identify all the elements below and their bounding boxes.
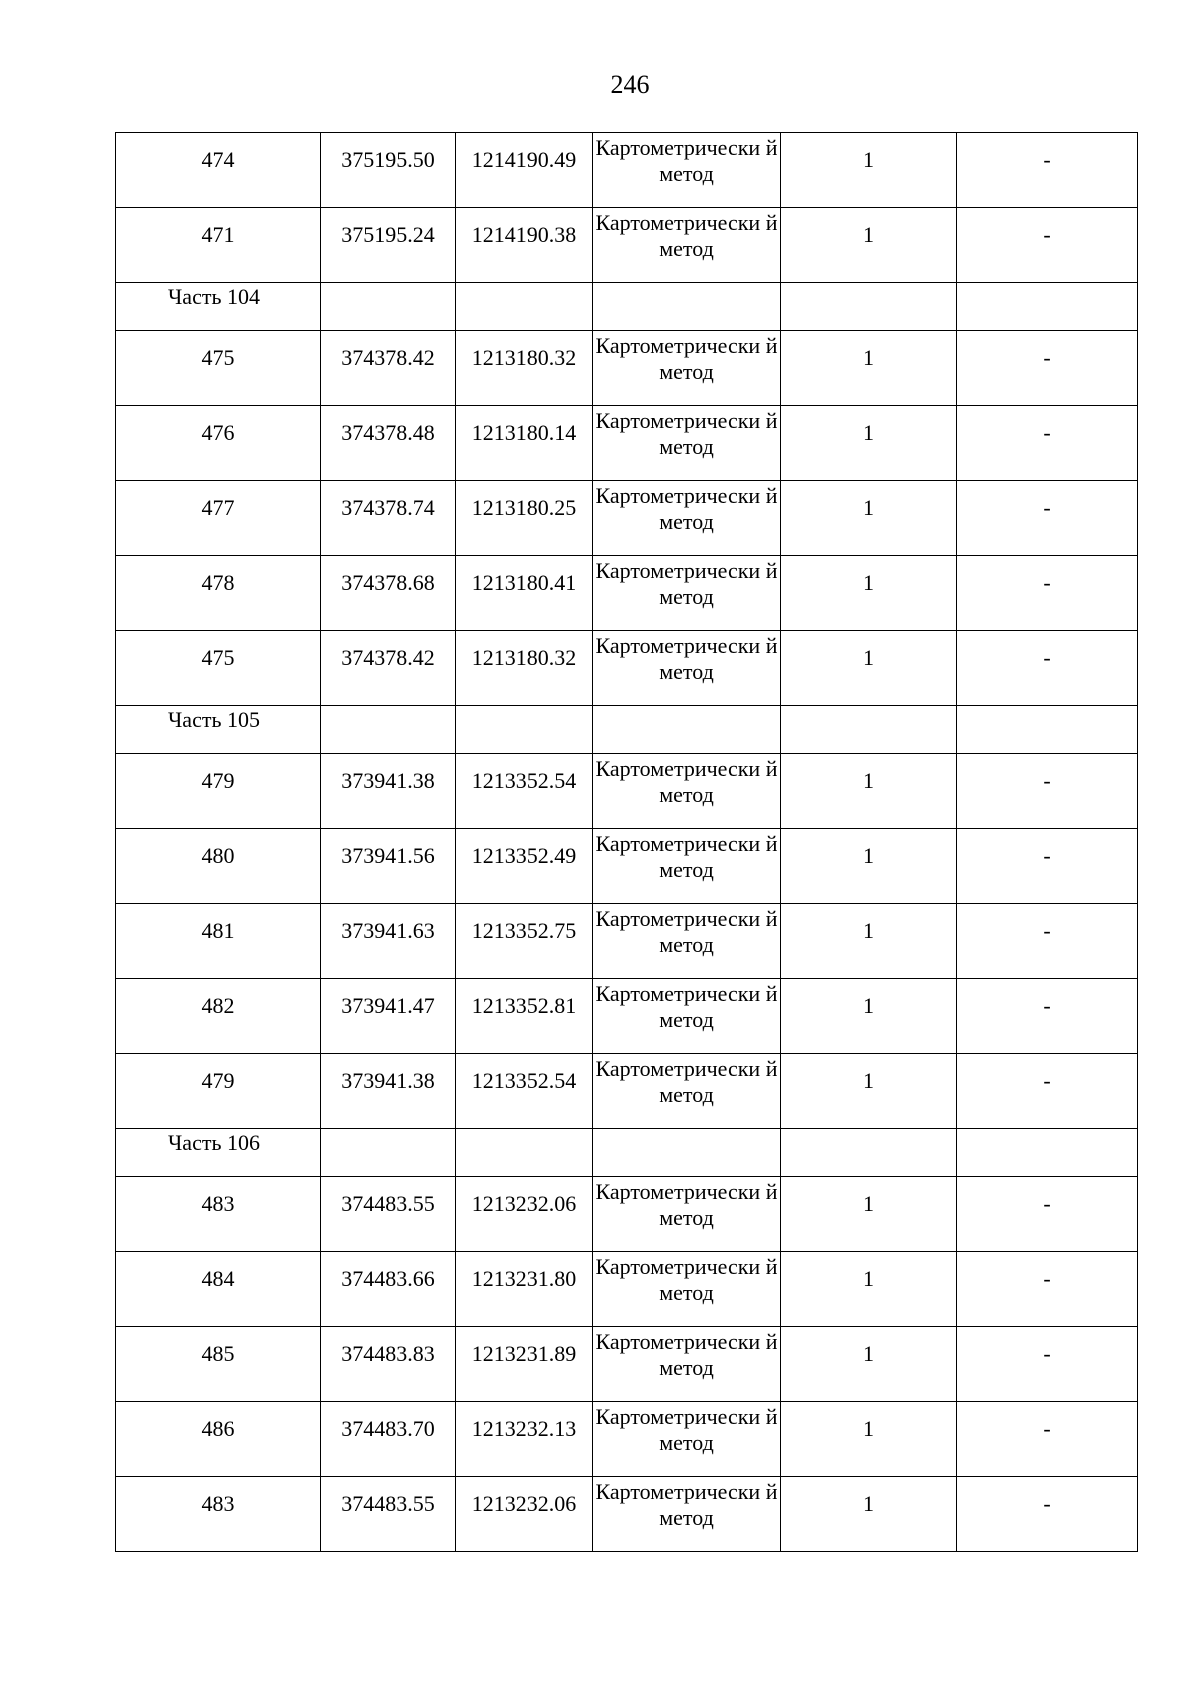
y-coordinate-cell: 1213232.06 <box>456 1477 593 1552</box>
x-coordinate-cell: 374483.83 <box>321 1327 456 1402</box>
y-coordinate-cell: 1214190.49 <box>456 133 593 208</box>
method-cell: Картометрически й метод <box>593 1177 781 1252</box>
x-coordinate-cell: 374378.42 <box>321 331 456 406</box>
accuracy-cell: 1 <box>781 1327 957 1402</box>
method-cell: Картометрически й метод <box>593 904 781 979</box>
accuracy-cell: 1 <box>781 631 957 706</box>
method-cell: Картометрически й метод <box>593 133 781 208</box>
point-row <box>116 754 1138 829</box>
note-cell: - <box>957 133 1138 208</box>
accuracy-cell: 1 <box>781 1054 957 1129</box>
note-cell: - <box>957 1054 1138 1129</box>
part-header-row <box>116 1129 1138 1177</box>
y-coordinate-cell: 1213352.49 <box>456 829 593 904</box>
y-coordinate-cell: 1213352.75 <box>456 904 593 979</box>
x-coordinate-cell: 373941.56 <box>321 829 456 904</box>
point-row <box>116 133 1138 208</box>
method-cell: Картометрически й метод <box>593 979 781 1054</box>
point-row <box>116 1177 1138 1252</box>
point-id-cell: 476 <box>116 406 321 481</box>
empty-cell <box>957 706 1138 754</box>
point-id-cell: 479 <box>116 1054 321 1129</box>
note-cell: - <box>957 1252 1138 1327</box>
point-row <box>116 1054 1138 1129</box>
note-cell: - <box>957 208 1138 283</box>
point-id-cell: 475 <box>116 331 321 406</box>
point-id-cell: 486 <box>116 1402 321 1477</box>
accuracy-cell: 1 <box>781 481 957 556</box>
method-cell: Картометрически й метод <box>593 1477 781 1552</box>
accuracy-cell: 1 <box>781 754 957 829</box>
y-coordinate-cell: 1214190.38 <box>456 208 593 283</box>
page-number: 246 <box>610 70 650 99</box>
note-cell: - <box>957 1402 1138 1477</box>
note-cell: - <box>957 829 1138 904</box>
note-cell: - <box>957 631 1138 706</box>
y-coordinate-cell: 1213180.32 <box>456 331 593 406</box>
accuracy-cell: 1 <box>781 331 957 406</box>
note-cell: - <box>957 556 1138 631</box>
accuracy-cell: 1 <box>781 1477 957 1552</box>
method-cell: Картометрически й метод <box>593 208 781 283</box>
empty-cell <box>593 706 781 754</box>
x-coordinate-cell: 375195.50 <box>321 133 456 208</box>
method-cell: Картометрически й метод <box>593 1252 781 1327</box>
accuracy-cell: 1 <box>781 406 957 481</box>
method-cell: Картометрически й метод <box>593 1327 781 1402</box>
y-coordinate-cell: 1213352.54 <box>456 1054 593 1129</box>
accuracy-cell: 1 <box>781 1402 957 1477</box>
point-row <box>116 481 1138 556</box>
accuracy-cell: 1 <box>781 556 957 631</box>
y-coordinate-cell: 1213232.13 <box>456 1402 593 1477</box>
y-coordinate-cell: 1213231.80 <box>456 1252 593 1327</box>
method-cell: Картометрически й метод <box>593 406 781 481</box>
y-coordinate-cell: 1213352.54 <box>456 754 593 829</box>
point-id-cell: 481 <box>116 904 321 979</box>
x-coordinate-cell: 374378.48 <box>321 406 456 481</box>
empty-cell <box>957 1129 1138 1177</box>
point-id-cell: 475 <box>116 631 321 706</box>
accuracy-cell: 1 <box>781 1252 957 1327</box>
method-cell: Картометрически й метод <box>593 754 781 829</box>
part-header-row <box>116 283 1138 331</box>
x-coordinate-cell: 375195.24 <box>321 208 456 283</box>
point-id-cell: 478 <box>116 556 321 631</box>
y-coordinate-cell: 1213180.32 <box>456 631 593 706</box>
empty-cell <box>957 283 1138 331</box>
y-coordinate-cell: 1213352.81 <box>456 979 593 1054</box>
empty-cell <box>781 283 957 331</box>
point-id-cell: 477 <box>116 481 321 556</box>
note-cell: - <box>957 331 1138 406</box>
point-id-cell: 484 <box>116 1252 321 1327</box>
part-label: Часть 104 <box>116 283 321 331</box>
method-cell: Картометрически й метод <box>593 829 781 904</box>
point-row <box>116 904 1138 979</box>
point-id-cell: 480 <box>116 829 321 904</box>
x-coordinate-cell: 374483.70 <box>321 1402 456 1477</box>
method-cell: Картометрически й метод <box>593 631 781 706</box>
point-id-cell: 483 <box>116 1477 321 1552</box>
point-row <box>116 631 1138 706</box>
x-coordinate-cell: 374483.55 <box>321 1477 456 1552</box>
method-cell: Картометрически й метод <box>593 481 781 556</box>
point-row <box>116 556 1138 631</box>
accuracy-cell: 1 <box>781 208 957 283</box>
method-cell: Картометрически й метод <box>593 1054 781 1129</box>
method-cell: Картометрически й метод <box>593 556 781 631</box>
x-coordinate-cell: 374378.42 <box>321 631 456 706</box>
empty-cell <box>593 1129 781 1177</box>
method-cell: Картометрически й метод <box>593 331 781 406</box>
part-label: Часть 105 <box>116 706 321 754</box>
part-label: Часть 106 <box>116 1129 321 1177</box>
point-row <box>116 1252 1138 1327</box>
point-row <box>116 979 1138 1054</box>
y-coordinate-cell: 1213232.06 <box>456 1177 593 1252</box>
empty-cell <box>321 706 456 754</box>
y-coordinate-cell: 1213180.14 <box>456 406 593 481</box>
point-id-cell: 485 <box>116 1327 321 1402</box>
x-coordinate-cell: 374378.74 <box>321 481 456 556</box>
accuracy-cell: 1 <box>781 133 957 208</box>
coordinates-table-body <box>116 133 1138 1552</box>
empty-cell <box>321 1129 456 1177</box>
empty-cell <box>456 283 593 331</box>
accuracy-cell: 1 <box>781 829 957 904</box>
empty-cell <box>321 283 456 331</box>
note-cell: - <box>957 904 1138 979</box>
empty-cell <box>456 706 593 754</box>
point-row <box>116 406 1138 481</box>
point-row <box>116 208 1138 283</box>
empty-cell <box>781 706 957 754</box>
point-row <box>116 1402 1138 1477</box>
y-coordinate-cell: 1213231.89 <box>456 1327 593 1402</box>
accuracy-cell: 1 <box>781 1177 957 1252</box>
note-cell: - <box>957 979 1138 1054</box>
empty-cell <box>593 283 781 331</box>
x-coordinate-cell: 374483.55 <box>321 1177 456 1252</box>
point-id-cell: 479 <box>116 754 321 829</box>
part-header-row <box>116 706 1138 754</box>
point-id-cell: 471 <box>116 208 321 283</box>
note-cell: - <box>957 1177 1138 1252</box>
y-coordinate-cell: 1213180.25 <box>456 481 593 556</box>
note-cell: - <box>957 1477 1138 1552</box>
x-coordinate-cell: 373941.47 <box>321 979 456 1054</box>
point-id-cell: 474 <box>116 133 321 208</box>
x-coordinate-cell: 373941.38 <box>321 1054 456 1129</box>
x-coordinate-cell: 374483.66 <box>321 1252 456 1327</box>
x-coordinate-cell: 373941.38 <box>321 754 456 829</box>
x-coordinate-cell: 373941.63 <box>321 904 456 979</box>
point-row <box>116 331 1138 406</box>
y-coordinate-cell: 1213180.41 <box>456 556 593 631</box>
note-cell: - <box>957 754 1138 829</box>
point-row <box>116 1477 1138 1552</box>
point-row <box>116 829 1138 904</box>
method-cell: Картометрически й метод <box>593 1402 781 1477</box>
empty-cell <box>781 1129 957 1177</box>
point-id-cell: 482 <box>116 979 321 1054</box>
point-id-cell: 483 <box>116 1177 321 1252</box>
x-coordinate-cell: 374378.68 <box>321 556 456 631</box>
point-row <box>116 1327 1138 1402</box>
empty-cell <box>456 1129 593 1177</box>
accuracy-cell: 1 <box>781 979 957 1054</box>
note-cell: - <box>957 1327 1138 1402</box>
coordinates-table <box>115 132 1138 1552</box>
accuracy-cell: 1 <box>781 904 957 979</box>
note-cell: - <box>957 406 1138 481</box>
note-cell: - <box>957 481 1138 556</box>
